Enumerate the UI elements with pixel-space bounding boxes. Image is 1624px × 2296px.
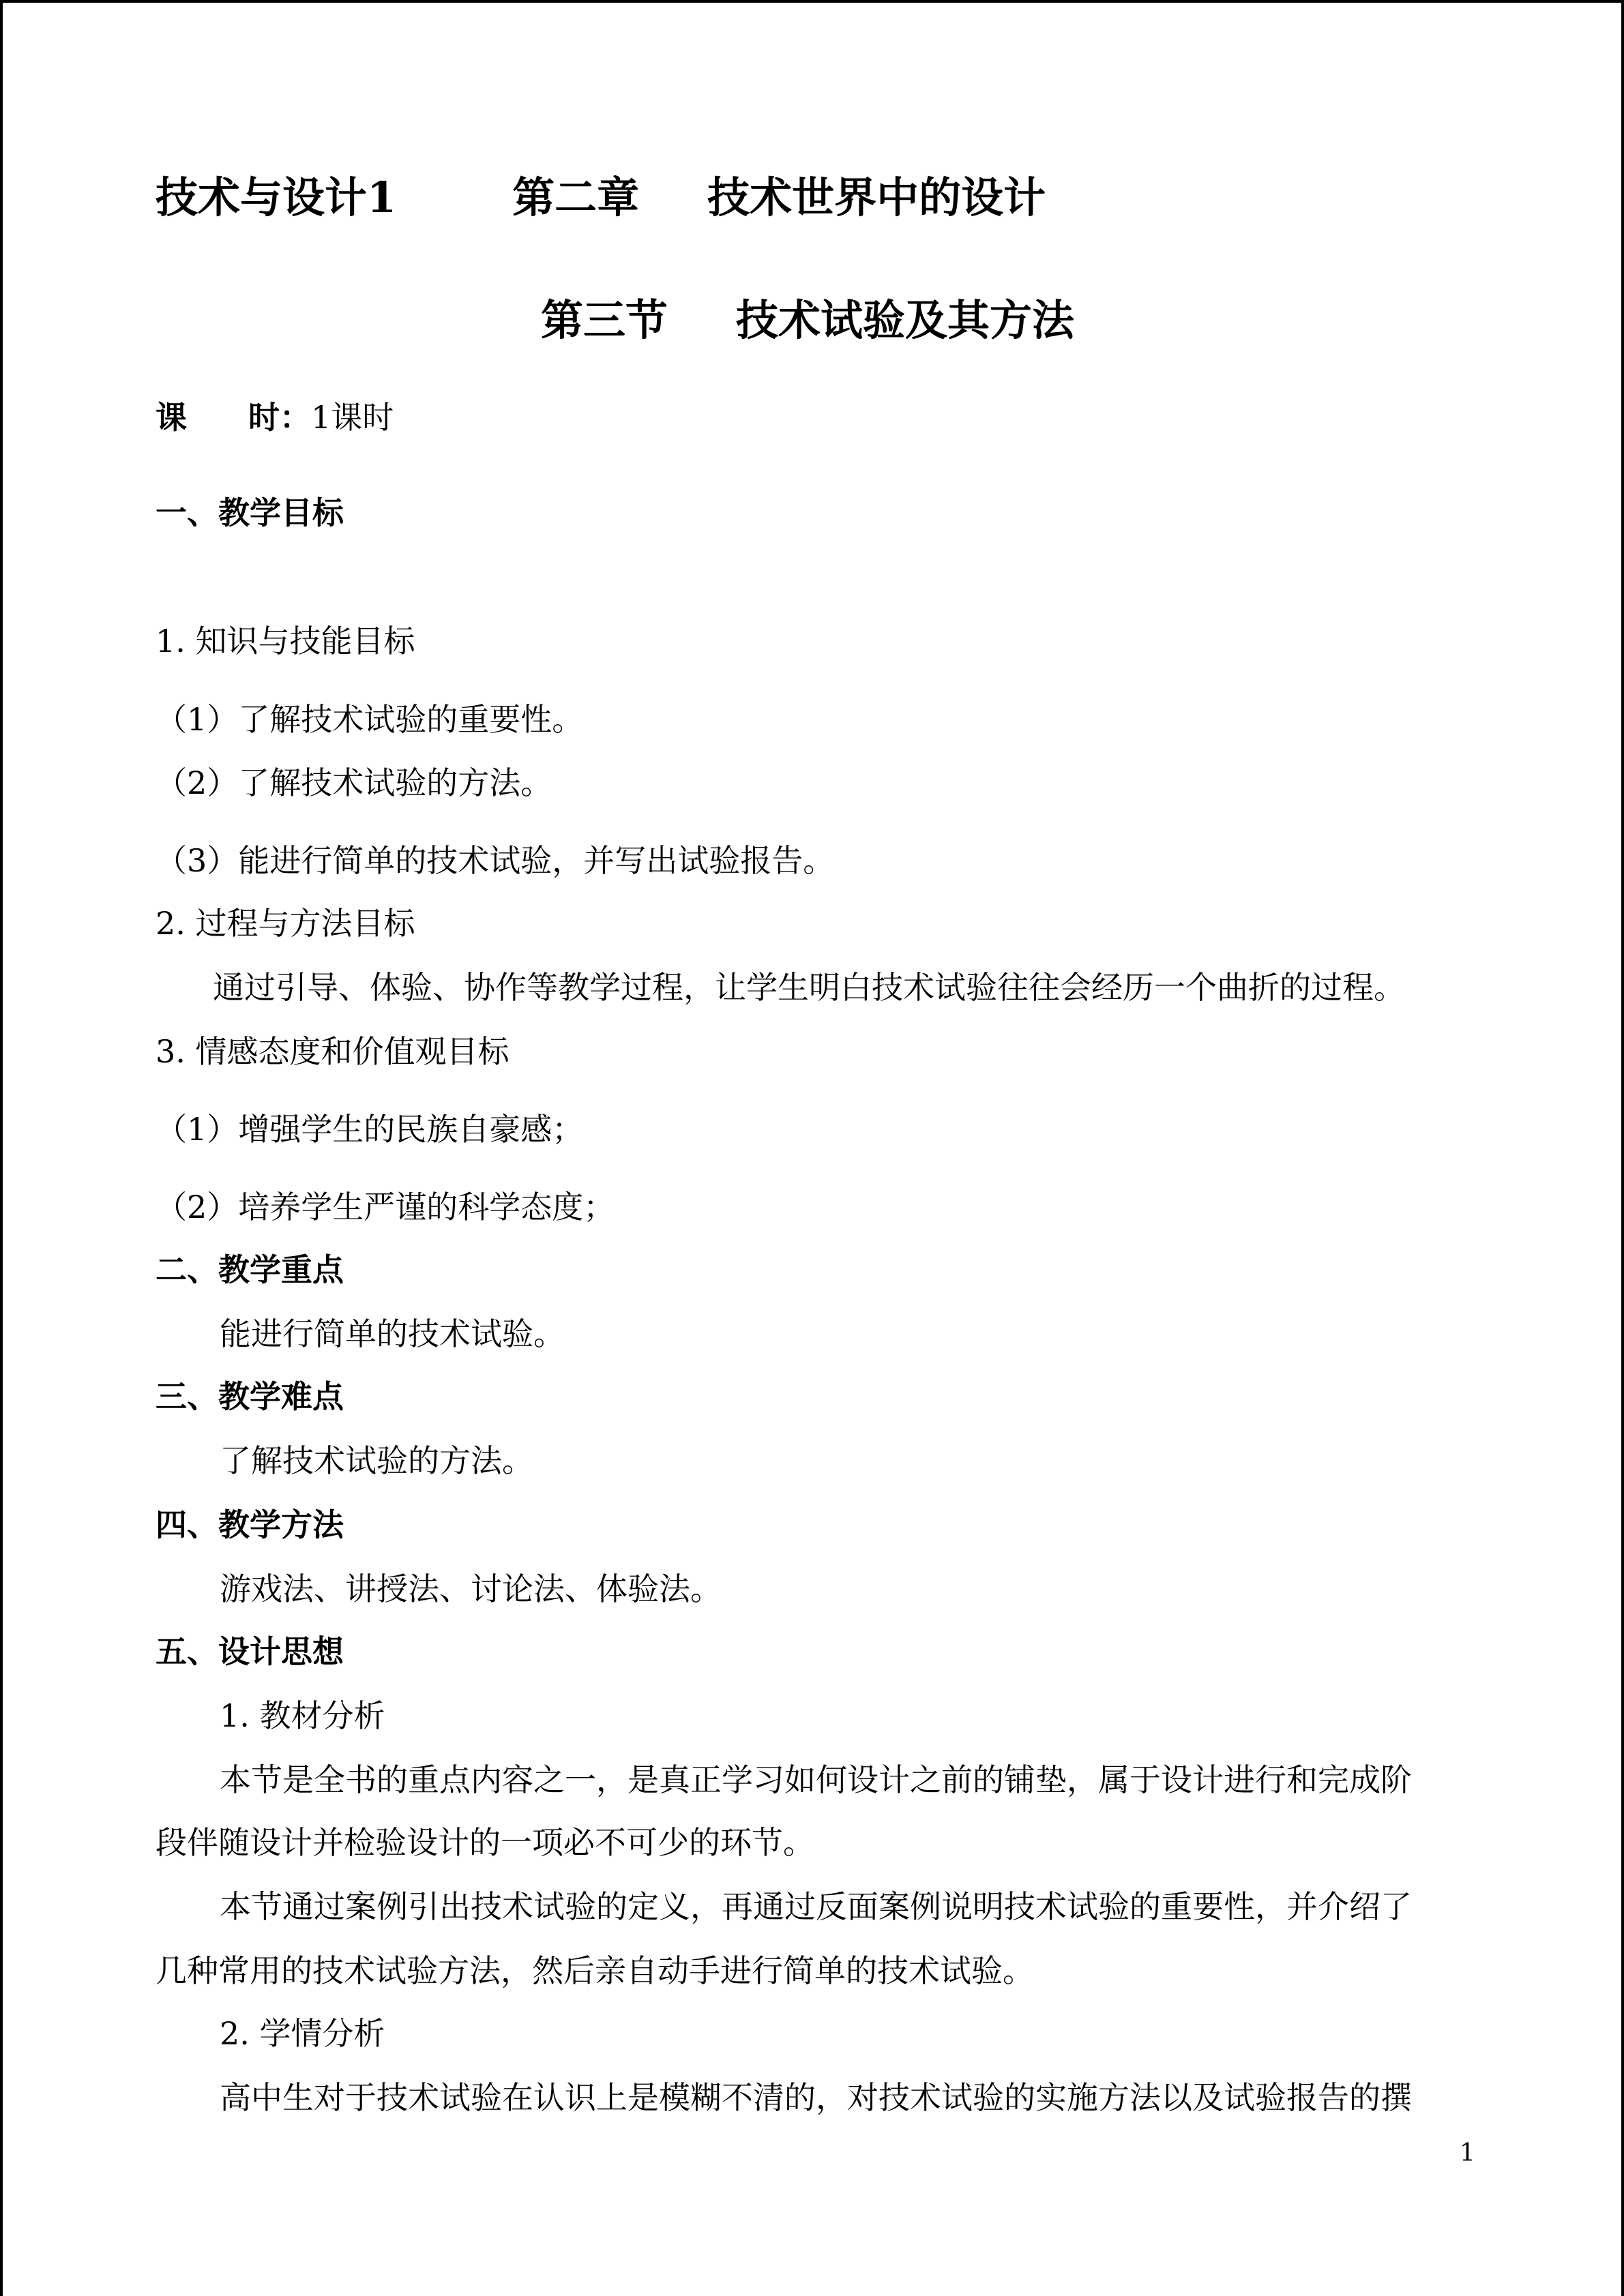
heading-design-ideas: 五、设计思想 bbox=[156, 1633, 344, 1670]
goal3-item-2: （2）培养学生严谨的科学态度； bbox=[156, 1189, 615, 1225]
class-hours-value: 1课时 bbox=[311, 399, 394, 436]
title-chapter: 第二章 bbox=[512, 173, 640, 222]
section-name: 技术试验及其方法 bbox=[736, 295, 1075, 345]
heading-teaching-goals: 一、教学目标 bbox=[156, 494, 344, 531]
class-hours-label-b: 时： bbox=[248, 399, 311, 436]
heading-methods: 四、教学方法 bbox=[156, 1506, 344, 1543]
document-title bbox=[156, 170, 1046, 225]
paragraph-1-line-1: 本节是全书的重点内容之一，是真正学习如何设计之前的铺垫，属于设计进行和完成阶 bbox=[220, 1761, 1412, 1798]
goal3-item-1: （1）增强学生的民族自豪感； bbox=[156, 1111, 584, 1148]
learner-analysis-title: 2. 学情分析 bbox=[220, 2015, 385, 2052]
page-number: 1 bbox=[1460, 2139, 1475, 2167]
difficulties-text: 了解技术试验的方法。 bbox=[220, 1442, 533, 1479]
goal1-item-3: （3）能进行简单的技术试验，并写出试验报告。 bbox=[156, 842, 835, 879]
class-hours-label-a: 课 bbox=[156, 399, 187, 436]
section-number: 第三节 bbox=[541, 295, 668, 345]
goal1-item-2: （2）了解技术试验的方法。 bbox=[156, 764, 552, 801]
paragraph-2-line-2: 几种常用的技术试验方法，然后亲自动手进行简单的技术试验。 bbox=[156, 1952, 1034, 1989]
title-course: 技术与设计1 bbox=[156, 173, 397, 222]
section-title bbox=[541, 293, 1074, 348]
goal2-title: 2. 过程与方法目标 bbox=[156, 905, 415, 942]
key-points-text: 能进行简单的技术试验。 bbox=[220, 1315, 565, 1352]
heading-difficulties: 三、教学难点 bbox=[156, 1378, 344, 1415]
class-hours bbox=[156, 397, 394, 438]
textbook-analysis-title: 1. 教材分析 bbox=[220, 1697, 385, 1734]
goal1-item-1: （1）了解技术试验的重要性。 bbox=[156, 701, 584, 738]
paragraph-3-line-1: 高中生对于技术试验在认识上是模糊不清的，对技术试验的实施方法以及试验报告的撰 bbox=[220, 2079, 1412, 2116]
title-chapter-name: 技术世界中的设计 bbox=[707, 173, 1046, 222]
paragraph-2-line-1: 本节通过案例引出技术试验的定义，再通过反面案例说明技术试验的重要性，并介绍了 bbox=[220, 1888, 1412, 1925]
heading-key-points: 二、教学重点 bbox=[156, 1251, 344, 1288]
paragraph-1-line-2: 段伴随设计并检验设计的一项必不可少的环节。 bbox=[156, 1824, 814, 1861]
goal2-text: 通过引导、体验、协作等教学过程，让学生明白技术试验往往会经历一个曲折的过程。 bbox=[213, 969, 1405, 1006]
goal1-title: 1. 知识与技能目标 bbox=[156, 623, 415, 659]
methods-text: 游戏法、讲授法、讨论法、体验法。 bbox=[220, 1570, 722, 1607]
goal3-title: 3. 情感态度和价值观目标 bbox=[156, 1033, 510, 1070]
